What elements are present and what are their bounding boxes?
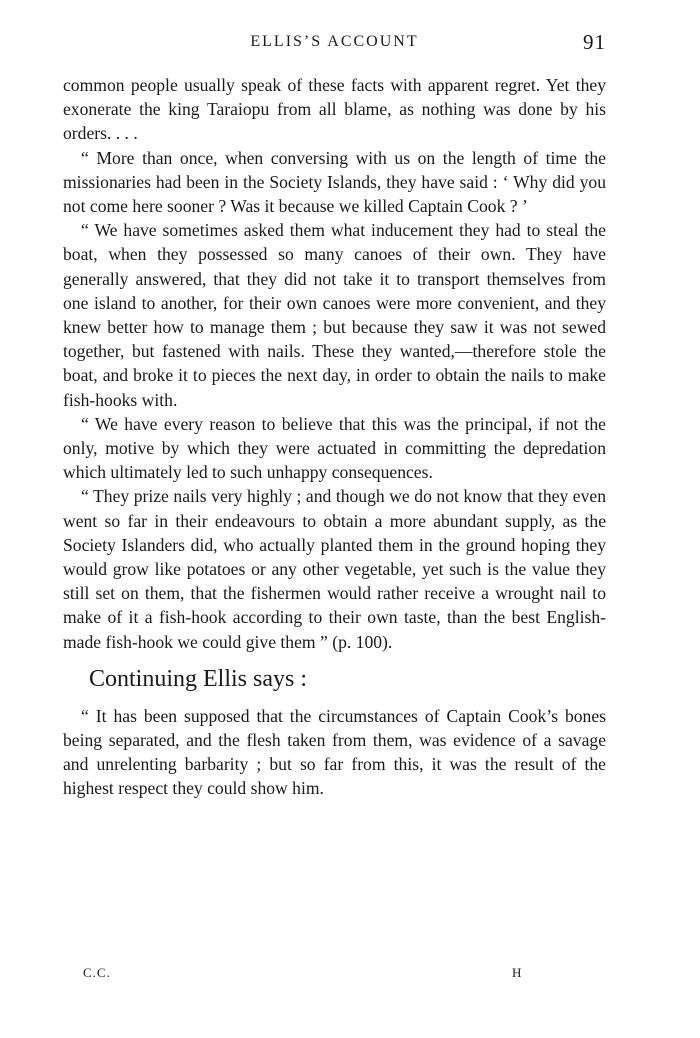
paragraph-quote-bones: “ It has been supposed that the circumstances of Captain Cook’s bones being separated, and the flesh taken from them, was evidence of a savage and unrelenting barbarity ; but so far from this, it was the result of the highest respect they could show him. [63,705,606,799]
book-page [63,0,606,1038]
paragraph-continuation: common people usually speak of these facts with apparent regret. Yet they exonerate the king Taraiopu from all blame, as nothing was done by his orders. . . . [63,75,606,144]
running-head [63,30,606,58]
body-text [63,73,606,801]
section-heading: Continuing Ellis says : [89,665,308,692]
signature-mark: C.C. [83,965,111,980]
paragraph-quote-boat: “ We have sometimes asked them what inducement they had to steal the boat, when they possessed so many canoes of their own. They have generally answered, that they did not take it to transport themselves from one island to another, for their own canoes were more convenient, and they knew better how to manage them ; but because they saw it was not sewed together, but fastened with nails. These they wanted,—therefore stole the boat, and broke it to pieces the next day, in order to obtain the nails to make fish-hooks with. [63,220,606,410]
paragraph-quote-visit: “ More than once, when conversing with us on the length of time the missionaries had been in the Society Islands, they have said : ‘ Why did you not come here sooner ? Was it because we killed Captain Cook ? ’ [63,147,606,217]
paragraph-quote-motive: “ We have every reason to believe that this was the principal, if not the only, motive by which they were actuated in committing the depredation which ultimately led to such unhappy consequences. [63,413,606,483]
page-footer [63,965,606,987]
page-number: 91 [583,30,606,54]
paragraph-quote-nails: “ They prize nails very highly ; and though we do not know that they even went so far in their endeavours to obtain a more abundant supply, as the Society Islanders did, who actually planted them in the ground hoping they would grow like potatoes or any other vegetable, yet such is the value they still set on them, that the fishermen would rather receive a wrought nail to make of it a fish-hook according to their own taste, than the best English-made fish-hook we could give them ” (p. 100). [63,486,606,652]
running-title: ELLIS’S ACCOUNT [250,33,419,50]
signature-letter: H [512,965,523,980]
